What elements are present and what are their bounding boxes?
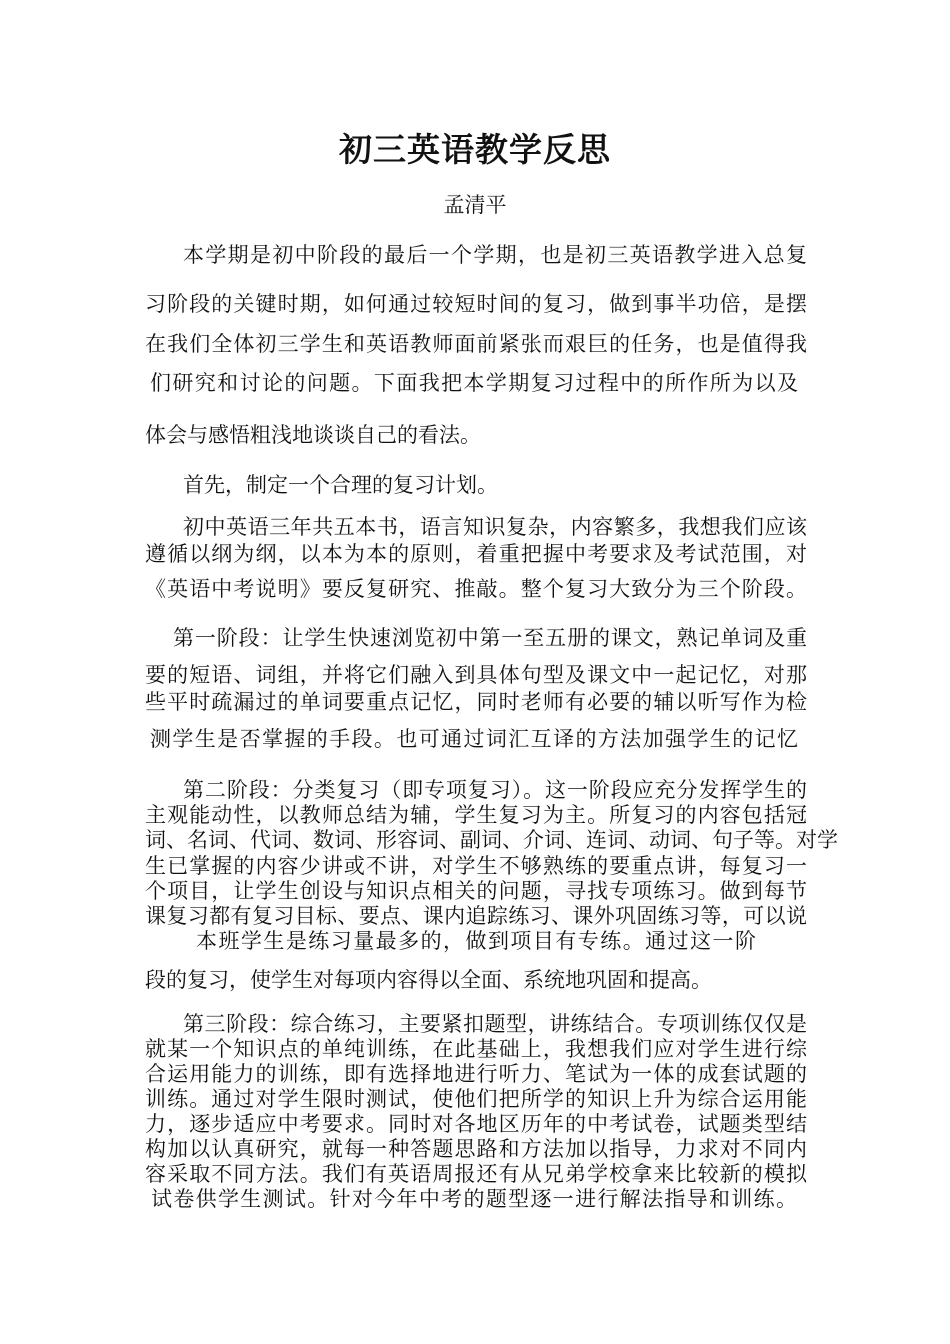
stage-three-line: 构加以认真研究，就每一种答题思路和方法加以指导，力求对不同内 bbox=[145, 1137, 807, 1161]
author-name: 孟清平 bbox=[443, 193, 507, 217]
stage-three-line: 力，逐步适应中考要求。同时对各地区历年的中考试卷，试题类型结 bbox=[145, 1112, 807, 1136]
page-title: 初三英语教学反思 bbox=[339, 130, 611, 169]
stage-one-line: 测学生是否掌握的手段。也可通过词汇互译的方法加强学生的记忆 bbox=[150, 727, 798, 751]
stage-three-line: 容采取不同方法。我们有英语周报还有从兄弟学校拿来比较新的模拟 bbox=[145, 1162, 807, 1186]
stage-one-line: 要的短语、词组，并将它们融入到具体句型及课文中一起记忆，对那 bbox=[145, 663, 807, 687]
stage-two-line: 课复习都有复习目标、要点、课内追踪练习、课外巩固练习等，可以说 bbox=[145, 904, 807, 928]
stage-two-line: 主观能动性，以教师总结为辅，学生复习为主。所复习的内容包括冠 bbox=[145, 803, 807, 827]
stage-three-line: 合运用能力的训练，即有选择地进行听力、笔试为一体的成套试题的 bbox=[145, 1062, 807, 1086]
stage-one-line: 第一阶段：让学生快速浏览初中第一至五册的课文，熟记单词及重 bbox=[173, 626, 807, 650]
plan-line: 《英语中考说明》要反复研究、推敲。整个复习大致分为三个阶段。 bbox=[145, 577, 807, 601]
stage-two-line: 生已掌握的内容少讲或不讲，对学生不够熟练的要重点讲，每复习一 bbox=[145, 854, 807, 878]
stage-two-line: 本班学生是练习量最多的，做到项目有专练。通过这一阶 bbox=[196, 929, 756, 953]
section-heading: 首先，制定一个合理的复习计划。 bbox=[183, 473, 498, 497]
stage-three-line: 试卷供学生测试。针对今年中考的题型逐一进行解法指导和训练。 bbox=[151, 1187, 797, 1211]
intro-line: 本学期是初中阶段的最后一个学期，也是初三英语教学进入总复 bbox=[183, 243, 807, 267]
stage-three-line: 第三阶段：综合练习，主要紧扣题型，讲练结合。专项训练仅仅是 bbox=[183, 1012, 807, 1036]
stage-one-line: 些平时疏漏过的单词要重点记忆，同时老师有必要的辅以听写作为检 bbox=[145, 690, 807, 714]
intro-line: 体会与感悟粗浅地谈谈自己的看法。 bbox=[145, 423, 481, 447]
intro-line: 习阶段的关键时期，如何通过较短时间的复习，做到事半功倍，是摆 bbox=[145, 292, 807, 316]
intro-line: 在我们全体初三学生和英语教师面前紧张而艰巨的任务，也是值得我 bbox=[145, 332, 807, 356]
stage-two-line: 第二阶段：分类复习（即专项复习）。这一阶段应充分发挥学生的 bbox=[183, 778, 807, 802]
stage-three-line: 就某一个知识点的单纯训练，在此基础上，我想我们应对学生进行综 bbox=[145, 1037, 807, 1061]
stage-two-line: 词、名词、代词、数词、形容词、副词、介词、连词、动词、句子等。对学 bbox=[145, 828, 838, 852]
stage-two-line: 个项目，让学生创设与知识点相关的问题，寻找专项练习。做到每节 bbox=[145, 879, 807, 903]
stage-three-line: 训练。通过对学生限时测试，使他们把所学的知识上升为综合运用能 bbox=[145, 1087, 807, 1111]
plan-line: 初中英语三年共五本书，语言知识复杂，内容繁多，我想我们应该 bbox=[183, 515, 807, 539]
stage-two-line: 段的复习，使学生对每项内容得以全面、系统地巩固和提高。 bbox=[145, 968, 712, 992]
plan-line: 遵循以纲为纲，以本为本的原则，着重把握中考要求及考试范围，对 bbox=[145, 542, 807, 566]
intro-line: 们研究和讨论的问题。下面我把本学期复习过程中的所作所为以及 bbox=[150, 371, 798, 395]
